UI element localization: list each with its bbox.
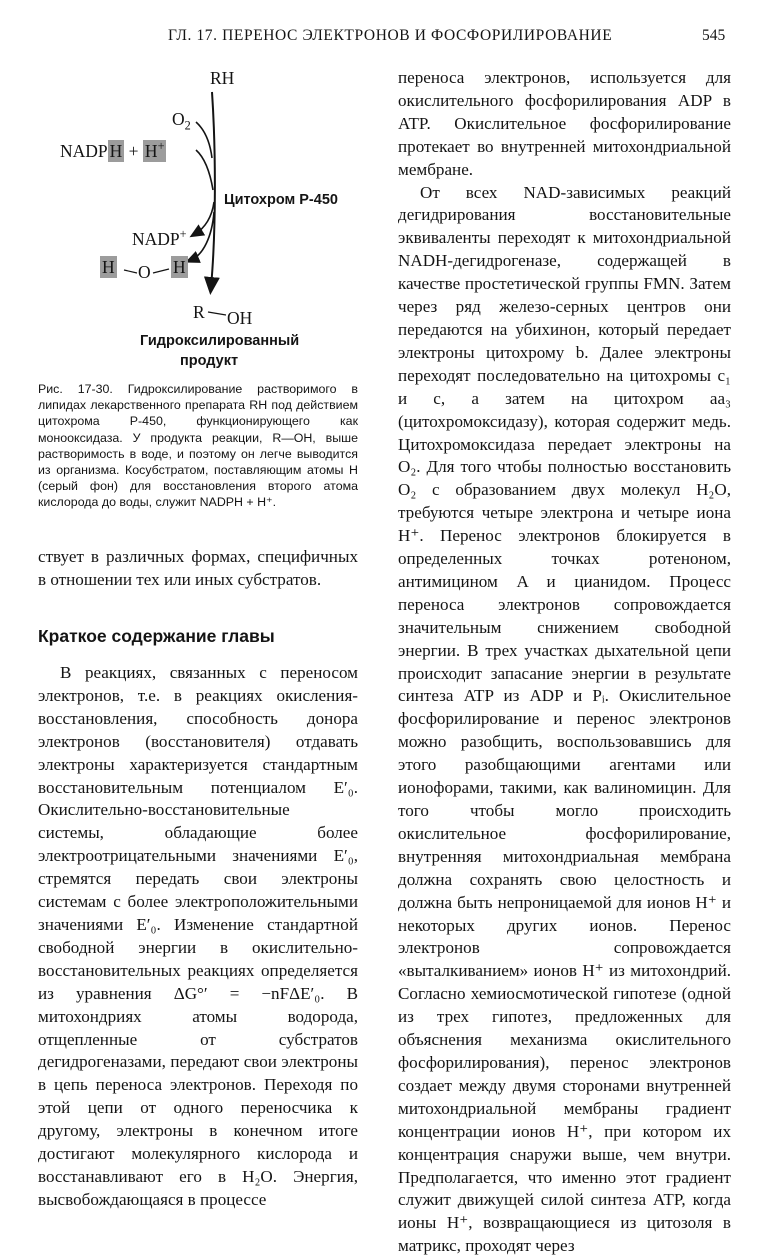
right-column — [398, 67, 731, 1258]
left-column-continuation — [38, 546, 358, 592]
continuation-paragraph: ствует в различных формах, специфичных в отношении тех или иных субстратов. — [38, 547, 358, 589]
roh-bond — [208, 312, 226, 315]
roh-r: R — [193, 302, 205, 322]
highlighted-h: H — [109, 141, 123, 161]
water-h-right: H — [173, 257, 186, 277]
roh-oh: OH — [227, 308, 253, 328]
nadph-label: NADP H + H+ — [60, 139, 165, 161]
water-h-left: H — [102, 257, 115, 277]
nadp-label: NADP+ — [132, 227, 187, 249]
figure-17-30 — [40, 62, 370, 382]
right-paragraph-1: переноса электронов, используется для окислительного фосфорилирования ADP в ATP. Окислительное фосфорилирование протекает во внутренней митохондриальной мембране. — [398, 68, 731, 179]
water-o: O — [138, 262, 151, 282]
chapter-title: ГЛ. 17. ПЕРЕНОС ЭЛЕКТРОНОВ И ФОСФОРИЛИРОВАНИЕ — [168, 27, 613, 44]
summary-column — [38, 662, 358, 1212]
right-paragraph-2: От всех NAD-зависимых реакций дегидрирования восстановительные эквиваленты переходят к митохондриальной NADH-дегидрогеназе, содержащей в качестве простетической группы FMN. Затем через ряд железо-серных центров они передаются на убихинон, который передает электроны цитохрому b. Далее электроны переходят последовательно на цитохромы c₁ и c, а затем на цитохром aa₃ (цитохромоксидазу), которая содержит медь. Цитохромоксидаза передает электроны на O₂. Для того чтобы полностью восстановить O₂ с образованием двух молекул H₂O, требуются четыре электрона и четыре иона H⁺. Перенос электронов блокируется в определенных точках ротеноном, антимицином A и цианидом. Процесс переноса электронов сопровождается значительным снижением свободной энергии. В трех участках дыхательной цепи происходит запасание энергии в результате синтеза ATP из ADP и Pᵢ. Окислительное фосфорилирование и перенос электронов можно разобщить, воспользовавшись для этого разобщающими агентами или ионофорами, такими, как валиномицин. Для того чтобы могло происходить окислительное фосфорилирование, внутренняя митохондриальная мембрана должна сохранять свою целостность и должна быть непроницаемой для ионов H⁺ и некоторых других ионов. Перенос электронов сопровождается «выталкиванием» ионов H⁺ из митохондрий. Согласно хемиосмотической гипотезе (одной из трех гипотез, предложенных для объяснения механизма окислительного фосфорилирования), перенос электронов создает между двумя сторонами внутренней митохондриальной мембраны градиент концентрации ионов H⁺, при котором их концентрация снаружи выше, чем внутри. Предполагается, что именно этот градиент служит движущей силой синтеза ATP, когда ионы H⁺, возвращающиеся из цитозоля в матрикс, проходят через — [398, 182, 731, 1256]
water-bond-right — [153, 269, 169, 273]
o2-label: $O_2$ — [172, 109, 191, 133]
nadph-input-arrow — [196, 150, 213, 190]
water-bond-left — [124, 270, 137, 273]
caption-text: Рис. 17-30. Гидроксилирование растворимого в липидах лекарственного препарата RH под действием цитохрома P-450, функционирующего как монооксидаза. У продукта реакции, R—OH, выше растворимость в воде, и поэтому он легче выводится из организма. Косубстратом, поставляющим атомы H (серый фон) для восстановления второго атома кислорода до воды, служит NADPH + H⁺. — [38, 382, 358, 510]
highlighted-h-plus: H+ — [144, 139, 165, 161]
figure-caption — [38, 381, 358, 511]
cytochrome-label: Цитохром P-450 — [224, 192, 338, 208]
product-label-line2: продукт — [180, 353, 239, 369]
running-header — [0, 27, 775, 51]
rh-label: RH — [210, 68, 235, 88]
product-label-line1: Гидроксилированный — [140, 333, 300, 349]
page-number: 545 — [702, 27, 726, 44]
water-output-arrow — [191, 212, 214, 260]
summary-paragraph: В реакциях, связанных с переносом электронов, т.е. в реакциях окисления-восстановления, способность донора электронов (восстановителя) отдавать электроны характеризуется стандартным восстановительным потенциалом E′₀. Окислительно-восстановительные системы, обладающие более электроотрицательными значениями E′₀, стремятся передать свои электроны системам с более электроположительными значениями E′₀. Изменение стандартной свободной энергии в окислительно-восстановительных реакциях определяется из уравнения ΔG°′ = −nFΔE′₀. В митохондриях атомы водорода, отщепленные от субстратов дегидрогеназами, передают свои электроны в цепь переноса электронов. Переходя по этой цепи от одного переносчика к другому, электроны в конечном итоге достигают молекулярного кислорода и восстанавливают его в H₂O. Энергия, высвобождающаяся в процессе — [38, 663, 358, 1209]
section-heading: Краткое содержание главы — [38, 626, 275, 646]
